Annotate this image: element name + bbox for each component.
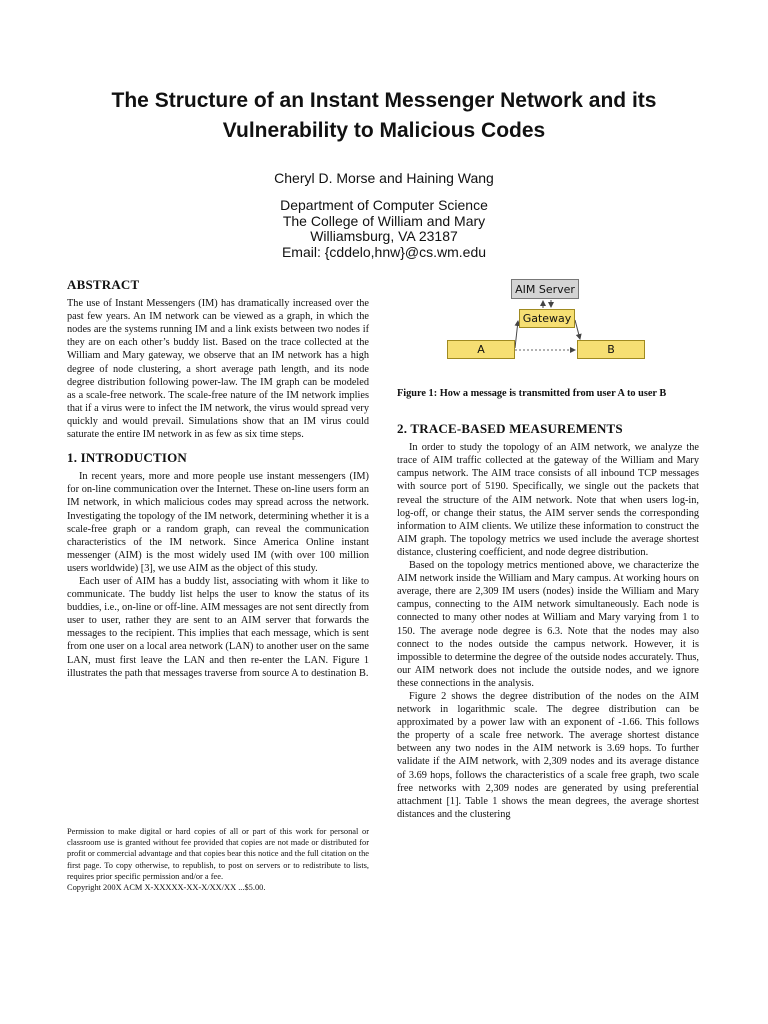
- affiliation-email: Email: {cddelo,hnw}@cs.wm.edu: [281, 243, 487, 260]
- figure-1-caption: Figure 1: How a message is transmitted from user A to user B: [397, 388, 667, 399]
- abstract-heading: ABSTRACT: [67, 277, 140, 292]
- introduction-heading: 1. INTRODUCTION: [67, 450, 188, 466]
- introduction-paragraph-2: Each user of AIM has a buddy list, associating with whom it like to communicate. The buddy list helps the user to know the status of its buddies, i.e., on-line or off-line. AIM messages are not sent directly from user to user, rather they are sent to an AIM server that forwards the messages to the recipient. This implies that each message, which is sent from one user on a local area network (LAN) to another user on the same LAN, must first leave the LAN and then re-enter the LAN. Figure 1 illustrates the path that messages traverse from source A to destination B.: [67, 575, 369, 679]
- affiliation-city: Williamsburg, VA 23187: [310, 228, 458, 244]
- permission-text: Permission to make digital or hard copies of all or part of this work for personal or classroom use is granted without fee provided that copies are not made or distributed for profit or commercial advantage and that copies bear this notice and the full citation on the first page. To copy otherwise, to republish, to post on servers or to redistribute to lists, requires prior specific permission and/or a fee.: [67, 827, 369, 881]
- right-column: [397, 387, 699, 821]
- user-b-box: B: [577, 340, 645, 359]
- paper-title: [40, 86, 728, 146]
- a-to-gateway-arrow: [515, 321, 518, 348]
- gateway-to-b-arrow: [575, 320, 580, 339]
- affiliation-college: The College of William and Mary: [282, 212, 486, 229]
- permission-notice: [67, 826, 369, 893]
- affiliation-block: [0, 198, 768, 260]
- figure-1-diagram: [397, 276, 699, 368]
- aim-server-box: AIM Server: [511, 279, 579, 299]
- introduction-paragraph-1: In recent years, more and more people use instant messengers (IM) for on-line communication over the Internet. These on-line users form an IM network, in which malicious codes may spread across the network. Investigating the topology of the IM network, determining whether it is a scale-free graph or a random graph, can reveal the communication characteristics of the IM network. Since America Online instant messenger (AIM) is the most widely used IM (with over 100 million users worldwide) [3], we use AIM as the object of this study.: [67, 471, 369, 574]
- user-a-box: A: [447, 340, 515, 359]
- affiliation-dept: Department of Computer Science: [280, 197, 488, 213]
- left-column: [67, 278, 369, 680]
- title-line-2: Vulnerability to Malicious Codes: [222, 119, 546, 142]
- abstract-text: The use of Instant Messengers (IM) has dramatically increased over the past few years. An IM network can be viewed as a graph, in which the nodes are the systems running IM and a link exists between two nodes if they are on each other’s buddy list. Based on the trace collected at the William and Mary gateway, we observe that an IM network has a high degree of node clustering, a short average path length, and its node degree distribution following power-law. The IM graph can be modeled as a scale-free network. The scale-free nature of the IM network implies that if a virus were to infect the IM network, the virus would spread very quickly and would prevail. Simulations show that an IM virus could saturate the entire IM network in as few as six time steps.: [67, 298, 369, 441]
- trace-paragraph-2: Based on the topology metrics mentioned above, we characterize the AIM network inside the William and Mary campus. At working hours on average, there are 2,309 IM users (nodes) inside the William and Mary campus, connecting to the AIM network simultaneously. Each node is connected to many other nodes at William and Mary varying from 1 to 150. The average node degree is 6.3. Note that the nodes may also connect to the nodes outside the campus network. However, it is impossible to determine the degree of the outside nodes accurately. Thus, our AIM network does not include the outside nodes, and we ignore these connections in the analysis.: [397, 560, 699, 689]
- trace-measurements-heading: 2. TRACE-BASED MEASUREMENTS: [397, 421, 623, 437]
- gateway-box: Gateway: [519, 309, 575, 328]
- trace-paragraph-3: Figure 2 shows the degree distribution of the nodes on the AIM network in logarithmic scale. The degree distribution can be approximated by a power law with an exponent of -1.66. This follows the property of a scale free network. The average shortest distance between any two nodes in the AIM network is 3.69 hops. To further validate if the AIM network, with 2,309 nodes and its average distance of 3.69 hops, follows the characteristics of a scale free graph, two scale free networks with 2,309 nodes are generated by using preferential attachment [1]. Table 1 shows the mean degrees, the average shortest distances and the clustering: [397, 690, 699, 820]
- copyright-line: Copyright 200X ACM X-XXXXX-XX-X/XX/XX ...$5.00.: [67, 883, 266, 893]
- author-names: Cheryl D. Morse and Haining Wang: [274, 170, 494, 186]
- trace-paragraph-1: In order to study the topology of an AIM network, we analyze the trace of AIM traffic collected at the gateway of the William and Mary campus network. The AIM trace consists of all inbound TCP messages with source port of 5190. Specifically, we single out the packets that reveal the structure of the AIM network. Note that when users log-in, log-off, or change their status, the AIM server sends the corresponding information to AIM clients. We utilize these information to construct the AIM graph. The topology metrics we used include the average shortest distance, clustering coefficient, and node degree distribution.: [397, 442, 699, 558]
- title-line-1: The Structure of an Instant Messenger Network and its: [111, 89, 657, 112]
